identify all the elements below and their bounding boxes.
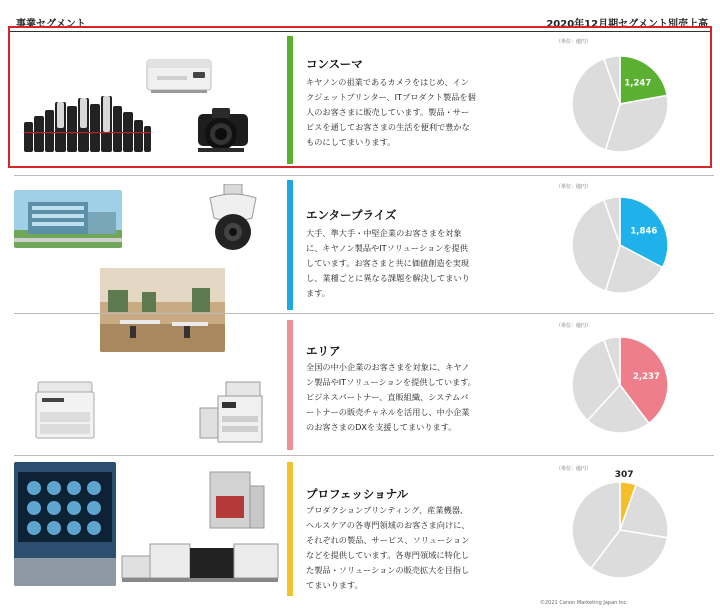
office-copier-photo [196, 376, 264, 446]
industrial-equipment-photo [206, 468, 266, 530]
unit-label: （単位：億円） [556, 184, 592, 190]
network-camera-photo [200, 184, 266, 254]
office-building-photo [14, 190, 122, 248]
segment-description: 全国の中小企業のお客さまを対象に、キヤノン製品やITソリューションを提供しています。ビジネスパートナー、直販組織、システムパートナーの販売チャネルを活用し、中小企業のお客さまのDXを支援してまいります。 [306, 362, 476, 432]
segment-divider [14, 313, 714, 314]
pie-value-label: 1,247 [624, 78, 652, 89]
production-printer-photo [120, 530, 282, 584]
header-divider [8, 31, 712, 32]
unit-label: （単位：億円） [556, 466, 592, 472]
color-multifunction-printer-photo [34, 376, 96, 444]
medical-imaging-photo [14, 462, 116, 586]
pie-value-label: 307 [614, 469, 634, 480]
mirrorless-camera-photo [194, 104, 252, 158]
camera-lenses-photo [22, 92, 152, 154]
accent-bar [287, 36, 293, 164]
segment-description: キヤノンの祖業であるカメラをはじめ、インクジェットプリンター、ITプロダクト製品を個人のお客さまに販売しています。製品・サービスを通してお客さまの生活を便利で豊かなものにしてまいります。 [306, 77, 476, 147]
segment-title: コンスーマ [306, 57, 363, 71]
footer-note: ©2021 Canon Marketing Japan Inc. [540, 600, 628, 606]
unit-label: （単位：億円） [556, 323, 592, 329]
segment-description: プロダクションプリンティング、産業機器、ヘルスケアの各専門領域のお客さま向けに、それぞれの製品、サービス、ソリューションなどを提供しています。各専門領域に特化した製品・ソリューションの販売拡大を目指してまいります。 [306, 505, 470, 590]
segment-divider [14, 175, 714, 176]
pie-value-label: 1,846 [630, 226, 658, 237]
segment-description: 大手、準大手・中堅企業のお客さまを対象に、キヤノン製品やITソリューションを提供しています。お客さまと共に価値創造を実現し、業種ごとに異なる課題を解決してまいります。 [306, 228, 470, 298]
accent-bar [287, 180, 293, 310]
inkjet-printer-photo [145, 54, 213, 94]
accent-bar [287, 462, 293, 596]
segment-title: プロフェッショナル [306, 487, 409, 501]
segment-title: エンタープライズ [306, 208, 397, 222]
accent-bar [287, 320, 293, 450]
unit-label: （単位：億円） [556, 39, 592, 45]
pie-value-label: 2,237 [632, 372, 660, 383]
chart-heading: 2020年12月期セグメント別売上高 [546, 19, 708, 30]
section-header [8, 14, 712, 32]
pie-chart-enterprise [568, 193, 672, 297]
modern-office-photo [100, 268, 225, 352]
segment-divider [14, 455, 714, 456]
pie-chart-professional [568, 469, 672, 582]
pie-chart-consumer [568, 52, 672, 156]
pie-chart-area [568, 333, 672, 437]
section-title: 事業セグメント [16, 19, 86, 30]
segment-title: エリア [306, 344, 341, 358]
